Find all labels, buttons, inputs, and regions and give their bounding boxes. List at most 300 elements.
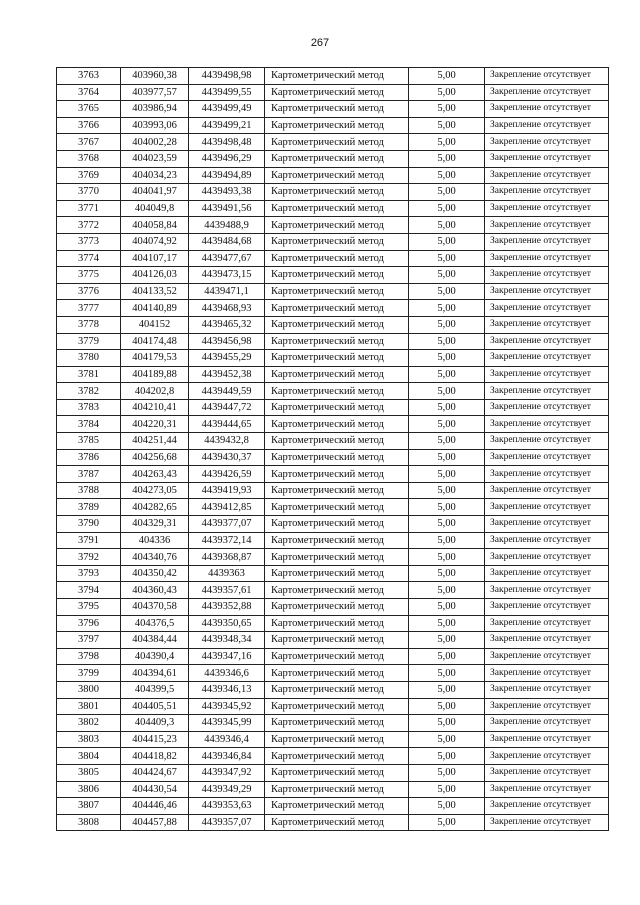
table-row	[57, 499, 609, 516]
fixing-description-cell: Закрепление отсутствует	[485, 250, 609, 267]
x-coordinate-cell: 404107,17	[121, 250, 189, 267]
accuracy-cell: 5,00	[409, 516, 485, 533]
accuracy-cell: 5,00	[409, 532, 485, 549]
method-cell: Картометрический метод	[265, 250, 409, 267]
accuracy-cell: 5,00	[409, 632, 485, 649]
fixing-description-cell: Закрепление отсутствует	[485, 333, 609, 350]
page-number: 267	[310, 37, 330, 49]
y-coordinate-cell: 4439455,29	[189, 350, 265, 367]
fixing-description-cell: Закрепление отсутствует	[485, 599, 609, 616]
table-row	[57, 748, 609, 765]
table-row	[57, 101, 609, 118]
fixing-description-cell: Закрепление отсутствует	[485, 615, 609, 632]
table-row	[57, 200, 609, 217]
table-row	[57, 283, 609, 300]
accuracy-cell: 5,00	[409, 499, 485, 516]
fixing-description-cell: Закрепление отсутствует	[485, 731, 609, 748]
point-number-cell: 3776	[57, 283, 121, 300]
method-cell: Картометрический метод	[265, 748, 409, 765]
x-coordinate-cell: 404399,5	[121, 681, 189, 698]
fixing-description-cell: Закрепление отсутствует	[485, 117, 609, 134]
y-coordinate-cell: 4439346,84	[189, 748, 265, 765]
y-coordinate-cell: 4439345,92	[189, 698, 265, 715]
fixing-description-cell: Закрепление отсутствует	[485, 482, 609, 499]
x-coordinate-cell: 404415,23	[121, 731, 189, 748]
method-cell: Картометрический метод	[265, 383, 409, 400]
accuracy-cell: 5,00	[409, 316, 485, 333]
point-number-cell: 3798	[57, 648, 121, 665]
method-cell: Картометрический метод	[265, 117, 409, 134]
point-number-cell: 3772	[57, 217, 121, 234]
fixing-description-cell: Закрепление отсутствует	[485, 416, 609, 433]
accuracy-cell: 5,00	[409, 366, 485, 383]
table-row	[57, 217, 609, 234]
x-coordinate-cell: 404376,5	[121, 615, 189, 632]
fixing-description-cell: Закрепление отсутствует	[485, 300, 609, 317]
fixing-description-cell: Закрепление отсутствует	[485, 184, 609, 201]
fixing-description-cell: Закрепление отсутствует	[485, 582, 609, 599]
table-row	[57, 84, 609, 101]
method-cell: Картометрический метод	[265, 350, 409, 367]
x-coordinate-cell: 404370,58	[121, 599, 189, 616]
table-row	[57, 781, 609, 798]
y-coordinate-cell: 4439426,59	[189, 466, 265, 483]
x-coordinate-cell: 404251,44	[121, 433, 189, 450]
method-cell: Картометрический метод	[265, 267, 409, 284]
point-number-cell: 3779	[57, 333, 121, 350]
table-row	[57, 532, 609, 549]
y-coordinate-cell: 4439346,4	[189, 731, 265, 748]
accuracy-cell: 5,00	[409, 217, 485, 234]
point-number-cell: 3796	[57, 615, 121, 632]
fixing-description-cell: Закрепление отсутствует	[485, 449, 609, 466]
fixing-description-cell: Закрепление отсутствует	[485, 798, 609, 815]
point-number-cell: 3807	[57, 798, 121, 815]
method-cell: Картометрический метод	[265, 665, 409, 682]
table-row	[57, 565, 609, 582]
point-number-cell: 3804	[57, 748, 121, 765]
y-coordinate-cell: 4439346,6	[189, 665, 265, 682]
fixing-description-cell: Закрепление отсутствует	[485, 814, 609, 831]
y-coordinate-cell: 4439444,65	[189, 416, 265, 433]
point-number-cell: 3775	[57, 267, 121, 284]
accuracy-cell: 5,00	[409, 565, 485, 582]
table-row	[57, 632, 609, 649]
fixing-description-cell: Закрепление отсутствует	[485, 366, 609, 383]
x-coordinate-cell: 404210,41	[121, 399, 189, 416]
accuracy-cell: 5,00	[409, 117, 485, 134]
method-cell: Картометрический метод	[265, 101, 409, 118]
table-row	[57, 383, 609, 400]
table-row	[57, 648, 609, 665]
method-cell: Картометрический метод	[265, 68, 409, 85]
table-row	[57, 698, 609, 715]
accuracy-cell: 5,00	[409, 764, 485, 781]
accuracy-cell: 5,00	[409, 731, 485, 748]
point-number-cell: 3781	[57, 366, 121, 383]
accuracy-cell: 5,00	[409, 300, 485, 317]
point-number-cell: 3805	[57, 764, 121, 781]
table-row	[57, 366, 609, 383]
x-coordinate-cell: 403977,57	[121, 84, 189, 101]
point-number-cell: 3763	[57, 68, 121, 85]
fixing-description-cell: Закрепление отсутствует	[485, 68, 609, 85]
x-coordinate-cell: 404273,05	[121, 482, 189, 499]
fixing-description-cell: Закрепление отсутствует	[485, 715, 609, 732]
fixing-description-cell: Закрепление отсутствует	[485, 565, 609, 582]
point-number-cell: 3788	[57, 482, 121, 499]
point-number-cell: 3769	[57, 167, 121, 184]
point-number-cell: 3764	[57, 84, 121, 101]
y-coordinate-cell: 4439412,85	[189, 499, 265, 516]
x-coordinate-cell: 404220,31	[121, 416, 189, 433]
point-number-cell: 3799	[57, 665, 121, 682]
table-row	[57, 333, 609, 350]
x-coordinate-cell: 404384,44	[121, 632, 189, 649]
point-number-cell: 3780	[57, 350, 121, 367]
method-cell: Картометрический метод	[265, 599, 409, 616]
fixing-description-cell: Закрепление отсутствует	[485, 632, 609, 649]
fixing-description-cell: Закрепление отсутствует	[485, 283, 609, 300]
accuracy-cell: 5,00	[409, 350, 485, 367]
method-cell: Картометрический метод	[265, 681, 409, 698]
y-coordinate-cell: 4439498,48	[189, 134, 265, 151]
y-coordinate-cell: 4439477,67	[189, 250, 265, 267]
x-coordinate-cell: 404140,89	[121, 300, 189, 317]
y-coordinate-cell: 4439350,65	[189, 615, 265, 632]
point-number-cell: 3783	[57, 399, 121, 416]
y-coordinate-cell: 4439499,49	[189, 101, 265, 118]
point-number-cell: 3800	[57, 681, 121, 698]
fixing-description-cell: Закрепление отсутствует	[485, 516, 609, 533]
table-row	[57, 68, 609, 85]
fixing-description-cell: Закрепление отсутствует	[485, 200, 609, 217]
x-coordinate-cell: 404174,48	[121, 333, 189, 350]
point-number-cell: 3770	[57, 184, 121, 201]
table-row	[57, 416, 609, 433]
table-row	[57, 250, 609, 267]
table-row	[57, 233, 609, 250]
accuracy-cell: 5,00	[409, 781, 485, 798]
x-coordinate-cell: 404034,23	[121, 167, 189, 184]
point-number-cell: 3774	[57, 250, 121, 267]
point-number-cell: 3794	[57, 582, 121, 599]
accuracy-cell: 5,00	[409, 333, 485, 350]
point-number-cell: 3771	[57, 200, 121, 217]
method-cell: Картометрический метод	[265, 233, 409, 250]
x-coordinate-cell: 404390,4	[121, 648, 189, 665]
point-number-cell: 3792	[57, 549, 121, 566]
x-coordinate-cell: 404329,31	[121, 516, 189, 533]
method-cell: Картометрический метод	[265, 200, 409, 217]
accuracy-cell: 5,00	[409, 615, 485, 632]
accuracy-cell: 5,00	[409, 482, 485, 499]
accuracy-cell: 5,00	[409, 200, 485, 217]
method-cell: Картометрический метод	[265, 565, 409, 582]
point-number-cell: 3795	[57, 599, 121, 616]
method-cell: Картометрический метод	[265, 134, 409, 151]
y-coordinate-cell: 4439347,16	[189, 648, 265, 665]
accuracy-cell: 5,00	[409, 250, 485, 267]
table-row	[57, 681, 609, 698]
method-cell: Картометрический метод	[265, 549, 409, 566]
table-row	[57, 814, 609, 831]
table-row	[57, 267, 609, 284]
point-number-cell: 3806	[57, 781, 121, 798]
y-coordinate-cell: 4439345,99	[189, 715, 265, 732]
fixing-description-cell: Закрепление отсутствует	[485, 764, 609, 781]
point-number-cell: 3790	[57, 516, 121, 533]
fixing-description-cell: Закрепление отсутствует	[485, 466, 609, 483]
method-cell: Картометрический метод	[265, 316, 409, 333]
method-cell: Картометрический метод	[265, 482, 409, 499]
accuracy-cell: 5,00	[409, 449, 485, 466]
accuracy-cell: 5,00	[409, 599, 485, 616]
method-cell: Картометрический метод	[265, 615, 409, 632]
fixing-description-cell: Закрепление отсутствует	[485, 698, 609, 715]
x-coordinate-cell: 403960,38	[121, 68, 189, 85]
method-cell: Картометрический метод	[265, 300, 409, 317]
x-coordinate-cell: 404202,8	[121, 383, 189, 400]
fixing-description-cell: Закрепление отсутствует	[485, 217, 609, 234]
accuracy-cell: 5,00	[409, 283, 485, 300]
x-coordinate-cell: 404041,97	[121, 184, 189, 201]
x-coordinate-cell: 404256,68	[121, 449, 189, 466]
accuracy-cell: 5,00	[409, 814, 485, 831]
y-coordinate-cell: 4439363	[189, 565, 265, 582]
method-cell: Картометрический метод	[265, 399, 409, 416]
x-coordinate-cell: 404002,28	[121, 134, 189, 151]
x-coordinate-cell: 404058,84	[121, 217, 189, 234]
table-row	[57, 615, 609, 632]
y-coordinate-cell: 4439499,55	[189, 84, 265, 101]
y-coordinate-cell: 4439493,38	[189, 184, 265, 201]
method-cell: Картометрический метод	[265, 731, 409, 748]
accuracy-cell: 5,00	[409, 233, 485, 250]
y-coordinate-cell: 4439347,92	[189, 764, 265, 781]
method-cell: Картометрический метод	[265, 516, 409, 533]
y-coordinate-cell: 4439348,34	[189, 632, 265, 649]
point-number-cell: 3767	[57, 134, 121, 151]
method-cell: Картометрический метод	[265, 449, 409, 466]
y-coordinate-cell: 4439349,29	[189, 781, 265, 798]
method-cell: Картометрический метод	[265, 184, 409, 201]
y-coordinate-cell: 4439357,61	[189, 582, 265, 599]
x-coordinate-cell: 404282,65	[121, 499, 189, 516]
accuracy-cell: 5,00	[409, 101, 485, 118]
accuracy-cell: 5,00	[409, 267, 485, 284]
y-coordinate-cell: 4439465,32	[189, 316, 265, 333]
accuracy-cell: 5,00	[409, 582, 485, 599]
y-coordinate-cell: 4439471,1	[189, 283, 265, 300]
y-coordinate-cell: 4439368,87	[189, 549, 265, 566]
point-number-cell: 3768	[57, 150, 121, 167]
table-row	[57, 764, 609, 781]
y-coordinate-cell: 4439432,8	[189, 433, 265, 450]
accuracy-cell: 5,00	[409, 798, 485, 815]
fixing-description-cell: Закрепление отсутствует	[485, 648, 609, 665]
method-cell: Картометрический метод	[265, 433, 409, 450]
y-coordinate-cell: 4439447,72	[189, 399, 265, 416]
table-row	[57, 482, 609, 499]
fixing-description-cell: Закрепление отсутствует	[485, 316, 609, 333]
x-coordinate-cell: 404409,3	[121, 715, 189, 732]
y-coordinate-cell: 4439496,29	[189, 150, 265, 167]
fixing-description-cell: Закрепление отсутствует	[485, 383, 609, 400]
method-cell: Картометрический метод	[265, 814, 409, 831]
table-row	[57, 582, 609, 599]
table-row	[57, 549, 609, 566]
fixing-description-cell: Закрепление отсутствует	[485, 267, 609, 284]
accuracy-cell: 5,00	[409, 150, 485, 167]
point-number-cell: 3777	[57, 300, 121, 317]
x-coordinate-cell: 404049,8	[121, 200, 189, 217]
accuracy-cell: 5,00	[409, 167, 485, 184]
table-row	[57, 399, 609, 416]
point-number-cell: 3778	[57, 316, 121, 333]
x-coordinate-cell: 404179,53	[121, 350, 189, 367]
method-cell: Картометрический метод	[265, 715, 409, 732]
method-cell: Картометрический метод	[265, 698, 409, 715]
point-number-cell: 3785	[57, 433, 121, 450]
method-cell: Картометрический метод	[265, 632, 409, 649]
point-number-cell: 3773	[57, 233, 121, 250]
fixing-description-cell: Закрепление отсутствует	[485, 233, 609, 250]
point-number-cell: 3797	[57, 632, 121, 649]
x-coordinate-cell: 403986,94	[121, 101, 189, 118]
fixing-description-cell: Закрепление отсутствует	[485, 748, 609, 765]
x-coordinate-cell: 404263,43	[121, 466, 189, 483]
table-row	[57, 134, 609, 151]
method-cell: Картометрический метод	[265, 532, 409, 549]
method-cell: Картометрический метод	[265, 798, 409, 815]
table-row	[57, 599, 609, 616]
table-row	[57, 300, 609, 317]
table-row	[57, 731, 609, 748]
accuracy-cell: 5,00	[409, 698, 485, 715]
fixing-description-cell: Закрепление отсутствует	[485, 84, 609, 101]
method-cell: Картометрический метод	[265, 167, 409, 184]
fixing-description-cell: Закрепление отсутствует	[485, 549, 609, 566]
accuracy-cell: 5,00	[409, 68, 485, 85]
accuracy-cell: 5,00	[409, 184, 485, 201]
accuracy-cell: 5,00	[409, 681, 485, 698]
accuracy-cell: 5,00	[409, 715, 485, 732]
accuracy-cell: 5,00	[409, 84, 485, 101]
x-coordinate-cell: 404133,52	[121, 283, 189, 300]
coordinates-table	[56, 67, 609, 831]
method-cell: Картометрический метод	[265, 499, 409, 516]
method-cell: Картометрический метод	[265, 648, 409, 665]
accuracy-cell: 5,00	[409, 549, 485, 566]
x-coordinate-cell: 404189,88	[121, 366, 189, 383]
fixing-description-cell: Закрепление отсутствует	[485, 532, 609, 549]
point-number-cell: 3782	[57, 383, 121, 400]
method-cell: Картометрический метод	[265, 366, 409, 383]
table-row	[57, 184, 609, 201]
y-coordinate-cell: 4439430,37	[189, 449, 265, 466]
accuracy-cell: 5,00	[409, 466, 485, 483]
x-coordinate-cell: 404418,82	[121, 748, 189, 765]
y-coordinate-cell: 4439449,59	[189, 383, 265, 400]
fixing-description-cell: Закрепление отсутствует	[485, 781, 609, 798]
method-cell: Картометрический метод	[265, 283, 409, 300]
table-row	[57, 665, 609, 682]
table-row	[57, 715, 609, 732]
table-row	[57, 449, 609, 466]
y-coordinate-cell: 4439377,07	[189, 516, 265, 533]
point-number-cell: 3766	[57, 117, 121, 134]
table-row	[57, 516, 609, 533]
point-number-cell: 3803	[57, 731, 121, 748]
y-coordinate-cell: 4439491,56	[189, 200, 265, 217]
y-coordinate-cell: 4439488,9	[189, 217, 265, 234]
x-coordinate-cell: 404430,54	[121, 781, 189, 798]
fixing-description-cell: Закрепление отсутствует	[485, 350, 609, 367]
fixing-description-cell: Закрепление отсутствует	[485, 399, 609, 416]
table-row	[57, 117, 609, 134]
x-coordinate-cell: 404360,43	[121, 582, 189, 599]
table-row	[57, 466, 609, 483]
fixing-description-cell: Закрепление отсутствует	[485, 134, 609, 151]
x-coordinate-cell: 404394,61	[121, 665, 189, 682]
table-row	[57, 798, 609, 815]
accuracy-cell: 5,00	[409, 134, 485, 151]
accuracy-cell: 5,00	[409, 648, 485, 665]
method-cell: Картометрический метод	[265, 150, 409, 167]
x-coordinate-cell: 404446,46	[121, 798, 189, 815]
x-coordinate-cell: 404350,42	[121, 565, 189, 582]
x-coordinate-cell: 404023,59	[121, 150, 189, 167]
y-coordinate-cell: 4439494,89	[189, 167, 265, 184]
x-coordinate-cell: 404424,67	[121, 764, 189, 781]
table-row	[57, 350, 609, 367]
fixing-description-cell: Закрепление отсутствует	[485, 150, 609, 167]
accuracy-cell: 5,00	[409, 416, 485, 433]
x-coordinate-cell: 404074,92	[121, 233, 189, 250]
x-coordinate-cell: 404126,03	[121, 267, 189, 284]
method-cell: Картометрический метод	[265, 333, 409, 350]
x-coordinate-cell: 404152	[121, 316, 189, 333]
x-coordinate-cell: 404457,88	[121, 814, 189, 831]
point-number-cell: 3765	[57, 101, 121, 118]
method-cell: Картометрический метод	[265, 416, 409, 433]
accuracy-cell: 5,00	[409, 665, 485, 682]
x-coordinate-cell: 403993,06	[121, 117, 189, 134]
point-number-cell: 3786	[57, 449, 121, 466]
accuracy-cell: 5,00	[409, 399, 485, 416]
point-number-cell: 3791	[57, 532, 121, 549]
point-number-cell: 3789	[57, 499, 121, 516]
fixing-description-cell: Закрепление отсутствует	[485, 101, 609, 118]
method-cell: Картометрический метод	[265, 764, 409, 781]
method-cell: Картометрический метод	[265, 84, 409, 101]
y-coordinate-cell: 4439452,38	[189, 366, 265, 383]
y-coordinate-cell: 4439456,98	[189, 333, 265, 350]
x-coordinate-cell: 404405,51	[121, 698, 189, 715]
fixing-description-cell: Закрепление отсутствует	[485, 433, 609, 450]
y-coordinate-cell: 4439473,15	[189, 267, 265, 284]
point-number-cell: 3793	[57, 565, 121, 582]
y-coordinate-cell: 4439499,21	[189, 117, 265, 134]
y-coordinate-cell: 4439419,93	[189, 482, 265, 499]
y-coordinate-cell: 4439352,88	[189, 599, 265, 616]
accuracy-cell: 5,00	[409, 748, 485, 765]
method-cell: Картометрический метод	[265, 466, 409, 483]
table-row	[57, 316, 609, 333]
fixing-description-cell: Закрепление отсутствует	[485, 167, 609, 184]
y-coordinate-cell: 4439468,93	[189, 300, 265, 317]
